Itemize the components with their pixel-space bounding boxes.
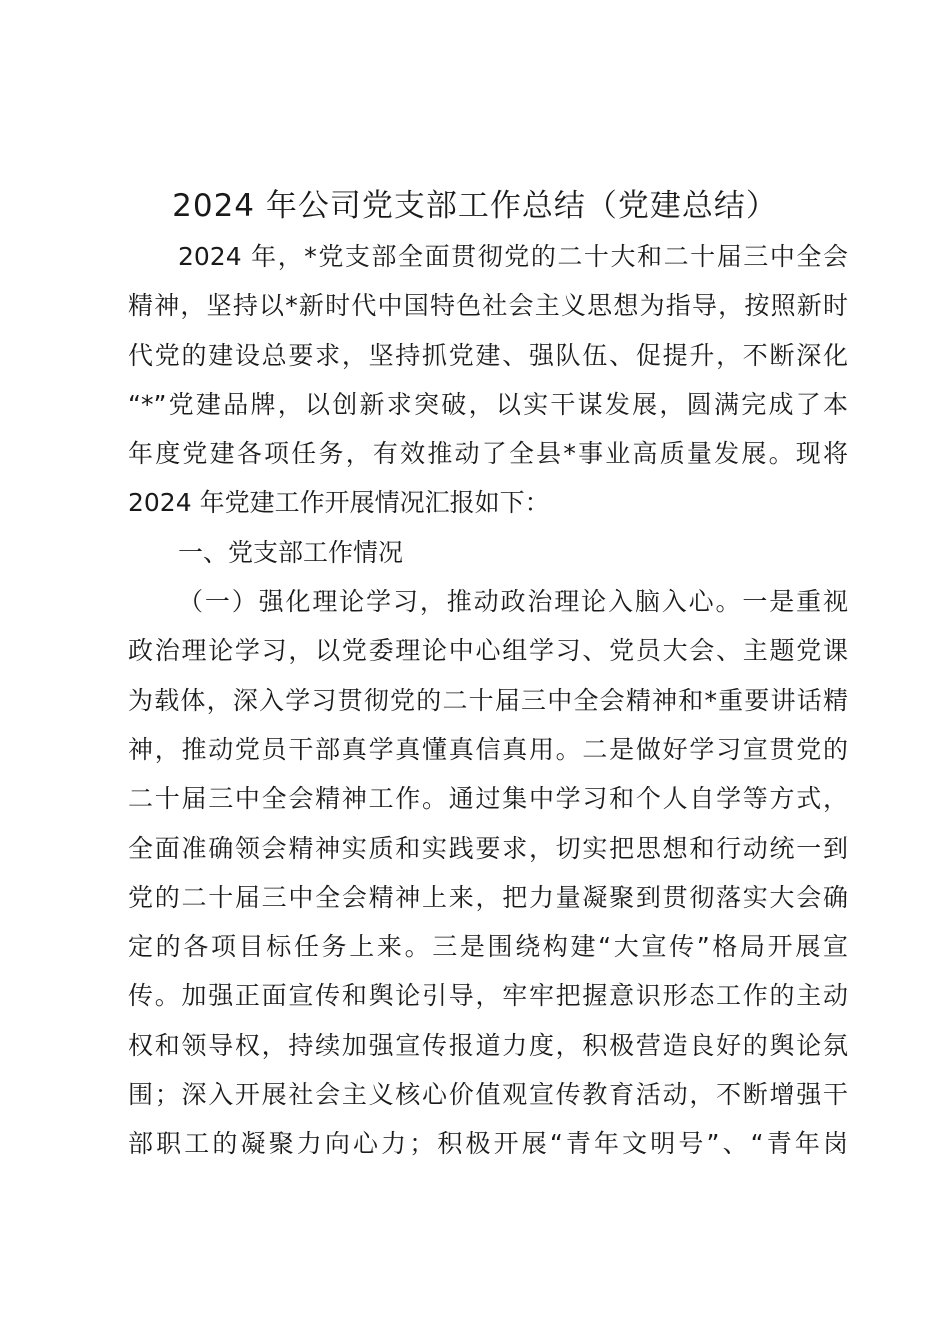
body-line: （一）强化理论学习，推动政治理论入脑入心。一是重视 <box>178 587 848 617</box>
body-line: 全面准确领会精神实质和实践要求，切实把思想和行动统一到 <box>128 833 848 863</box>
body-line: 党的二十届三中全会精神上来，把力量凝聚到贯彻落实大会确 <box>128 882 848 912</box>
body-line: 传。加强正面宣传和舆论引导，牢牢把握意识形态工作的主动 <box>128 981 848 1011</box>
body-line: 围；深入开展社会主义核心价值观宣传教育活动，不断增强干 <box>128 1080 848 1110</box>
body-line: 神，推动党员干部真学真懂真信真用。二是做好学习宣贯党的 <box>128 734 848 764</box>
document-body <box>128 232 848 1169</box>
body-line: 政治理论学习，以党委理论中心组学习、党员大会、主题党课 <box>128 636 848 666</box>
body-line: 代党的建设总要求，坚持抓党建、强队伍、促提升，不断深化 <box>128 340 848 370</box>
body-line: 2024 年，*党支部全面贯彻党的二十大和二十届三中全会 <box>178 242 848 271</box>
body-line: 精神，坚持以*新时代中国特色社会主义思想为指导，按照新时 <box>128 291 848 321</box>
body-line: 2024 年党建工作开展情况汇报如下： <box>128 488 550 518</box>
document-title: 2024 年公司党支部工作总结（党建总结） <box>172 188 778 224</box>
body-line: 权和领导权，持续加强宣传报道力度，积极营造良好的舆论氛 <box>128 1030 848 1060</box>
body-line: 二十届三中全会精神工作。通过集中学习和个人自学等方式， <box>128 784 848 814</box>
body-line: 部职工的凝聚力向心力；积极开展“青年文明号”、“青年岗 <box>128 1129 848 1159</box>
body-line: 为载体，深入学习贯彻党的二十届三中全会精神和*重要讲话精 <box>128 685 848 715</box>
body-line: 定的各项目标任务上来。三是围绕构建“大宣传”格局开展宣 <box>128 932 848 962</box>
body-line: “*”党建品牌，以创新求突破，以实干谋发展，圆满完成了本 <box>128 389 848 419</box>
body-line: 年度党建各项任务，有效推动了全县*事业高质量发展。现将 <box>128 439 848 469</box>
section-heading: 一、党支部工作情况 <box>178 537 404 567</box>
